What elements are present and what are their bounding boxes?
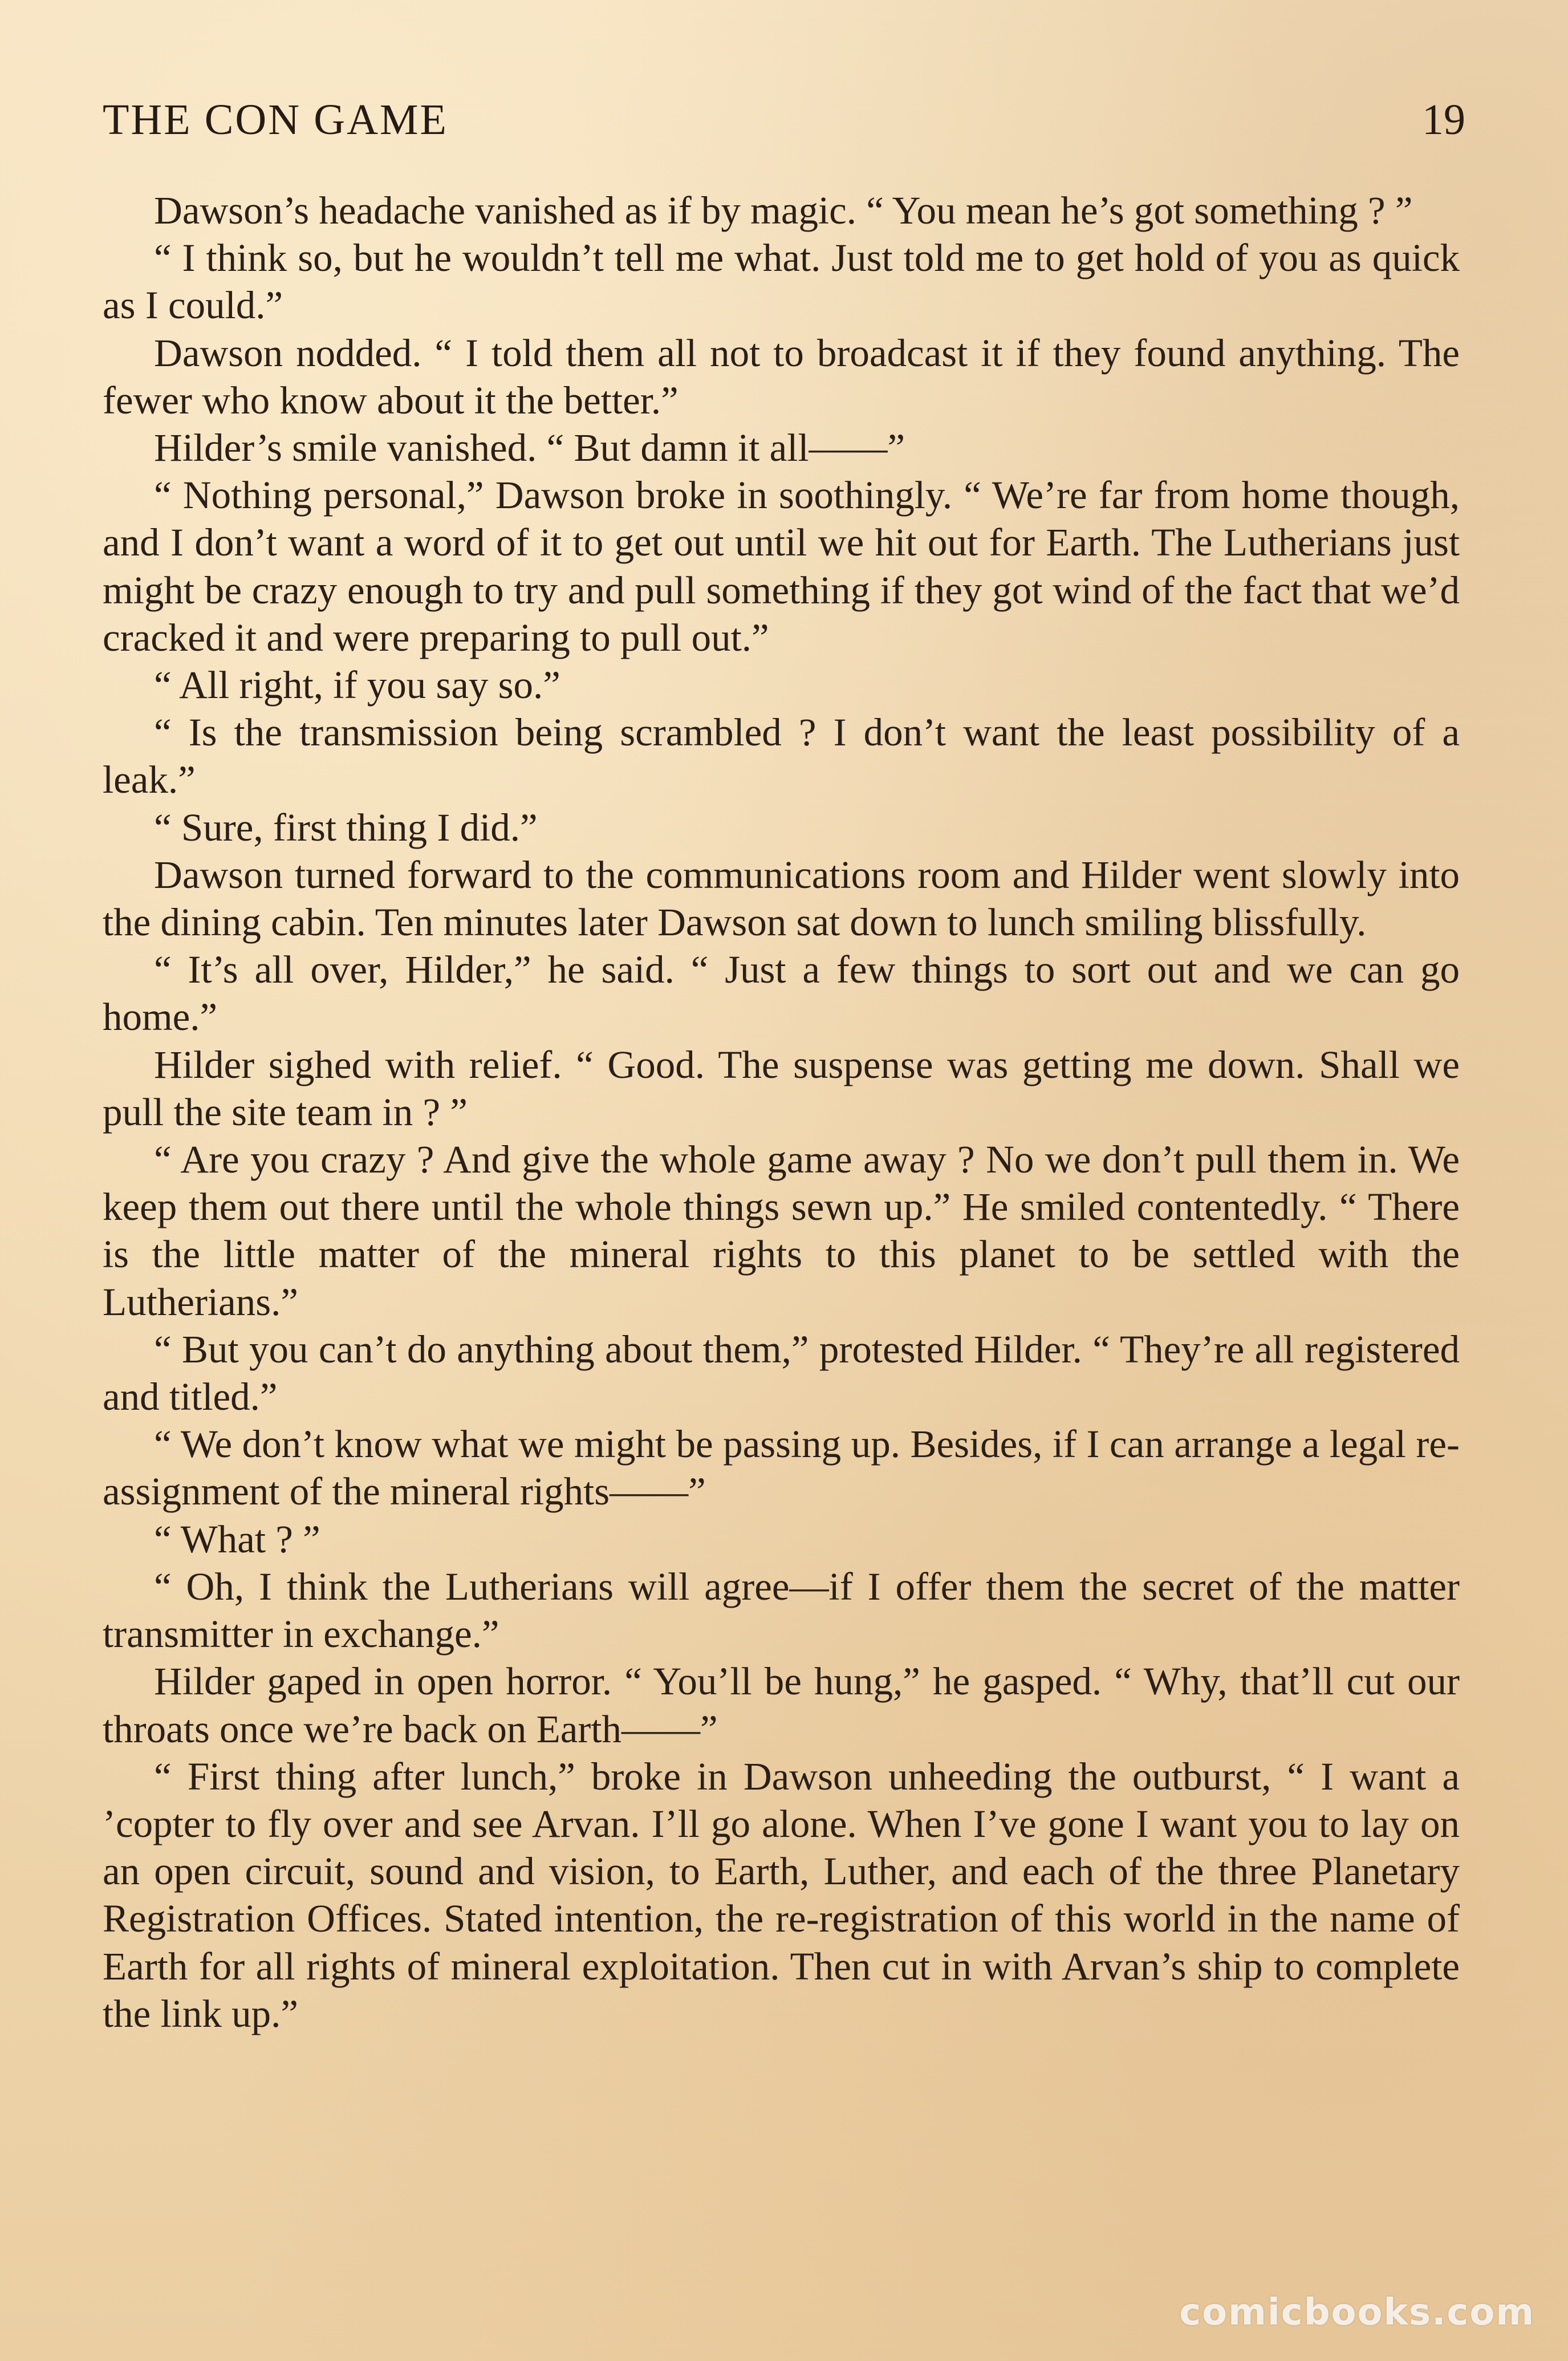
watermark: comicbooks.com [1179,2291,1535,2334]
running-head [103,91,1465,154]
paragraph: Hilder sighed with relief. “ Good. The suspense was getting me down. Shall we pull the site team in ? ” [103,1042,1460,1134]
running-title: THE CON GAME [103,96,448,144]
page-number: 19 [1422,96,1465,144]
paragraph: Dawson’s headache vanished as if by magic. “ You mean he’s got something ? ” [154,189,1413,232]
paragraph: Dawson nodded. “ I told them all not to broadcast it if they found anything. The fewer who know about it the better.” [103,331,1460,422]
paragraph: “ What ? ” [154,1517,320,1561]
paragraph: “ Oh, I think the Lutherians will agree—if I offer them the secret of the matter transmitter in exchange.” [103,1564,1460,1656]
paragraph: “ Nothing personal,” Dawson broke in soothingly. “ We’re far from home though, and I don’t want a word of it to get out until we hit out for Earth. The Lutherians just might be crazy enough to try and pull something if they got wind of the fact that we’d cracked it and were preparing to pull out.” [103,473,1460,659]
paragraph: “ Are you crazy ? And give the whole game away ? No we don’t pull them in. We keep them out there until the whole things sewn up.” He smiled contentedly. “ There is the little matter of the mineral rights to this planet to be settled with the Lutherians.” [103,1138,1460,1324]
paragraph: Hilder gaped in open horror. “ You’ll be hung,” he gasped. “ Why, that’ll cut our throats once we’re back on Earth——” [103,1660,1460,1751]
paragraph: “ I think so, but he wouldn’t tell me what. Just told me to get hold of you as quick as I could.” [103,236,1460,327]
paragraph: “ It’s all over, Hilder,” he said. “ Just a few things to sort out and we can go home.” [103,948,1460,1039]
paragraph: Hilder’s smile vanished. “ But damn it all——” [154,426,905,470]
paragraph: “ Is the transmission being scrambled ? I don’t want the least possibility of a leak.” [103,711,1460,802]
paragraph: “ First thing after lunch,” broke in Dawson unheeding the outburst, “ I want a ’copter to fly over and see Arvan. I’ll go alone. When I’ve gone I want you to lay on an open circuit, sound and vision, to Earth, Luther, and each of the three Planetary Registration Offices. Stated intention, the re-registration of this world in the name of Earth for all rights of mineral exploitation. Then cut in with Arvan’s ship to complete the link up.” [103,1754,1460,2035]
paragraph: “ All right, if you say so.” [154,663,560,707]
paragraph: “ Sure, first thing I did.” [154,805,538,849]
paragraph: “ We don’t know what we might be passing up. Besides, if I can arrange a legal re-assignment of the mineral rights——” [103,1422,1460,1514]
paragraph: Dawson turned forward to the communications room and Hilder went slowly into the dining cabin. Ten minutes later Dawson sat down to lunch smiling blissfully. [103,853,1460,944]
body-text [103,187,1460,2038]
paragraph: “ But you can’t do anything about them,” protested Hilder. “ They’re all registered and titled.” [103,1327,1460,1419]
